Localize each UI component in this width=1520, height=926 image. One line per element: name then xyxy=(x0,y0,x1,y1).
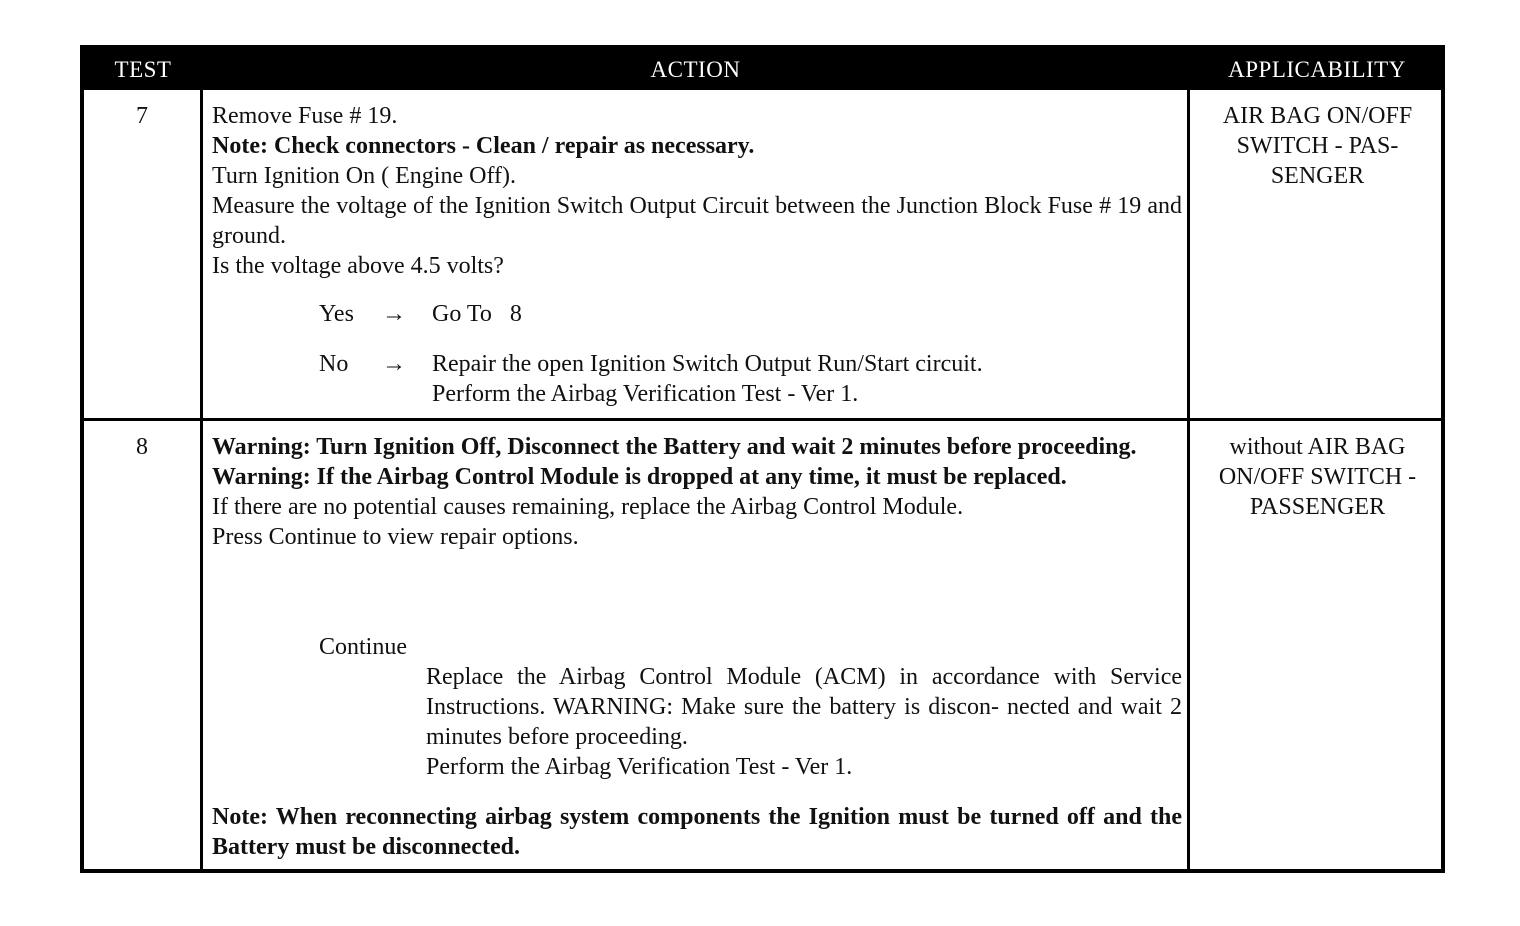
row-7-line-remove-fuse: Remove Fuse # 19. xyxy=(212,103,398,129)
row-7-yes-label: Yes xyxy=(319,301,354,327)
row-7-yes-result: Go To 8 xyxy=(432,301,522,327)
header-applicability: APPLICABILITY xyxy=(1228,57,1406,82)
row-7-applicability-line-3: SENGER xyxy=(1270,163,1365,189)
row-7-line-ignition: Turn Ignition On ( Engine Off). xyxy=(212,163,516,189)
row-7-line-question: Is the voltage above 4.5 volts? xyxy=(212,253,504,279)
row-8-continue-perform: Perform the Airbag Verification Test - Ver 1. xyxy=(426,754,853,780)
row-8-action xyxy=(212,432,1182,552)
row-7-no-arrow-icon: → xyxy=(382,351,406,377)
header-test: TEST xyxy=(114,57,172,82)
row-divider xyxy=(84,418,1441,421)
row-8-text-2: Press Continue to view repair options. xyxy=(212,524,579,550)
row-8-text-1: If there are no potential causes remaining, replace the Airbag Control Module. xyxy=(212,494,964,520)
row-7-yes-arrow-icon: → xyxy=(382,301,406,327)
row-8-note: Note: When reconnecting airbag system components the Ignition must be turned off and the Battery must be disconnected. xyxy=(212,804,1182,860)
row-8-applicability-line-2: ON/OFF SWITCH - xyxy=(1218,464,1417,490)
header-action: ACTION xyxy=(650,57,741,82)
row-7-test-number: 7 xyxy=(136,103,148,129)
row-7-action xyxy=(212,101,1182,281)
row-8-applicability xyxy=(1190,432,1445,522)
row-7-no-result-1: Repair the open Ignition Switch Output Run/Start circuit. xyxy=(432,351,983,377)
row-8-test-number: 8 xyxy=(136,434,148,460)
diagnostic-table xyxy=(80,45,1445,873)
column-divider-1 xyxy=(200,90,203,873)
row-7-applicability-line-1: AIR BAG ON/OFF xyxy=(1222,103,1413,129)
table-header xyxy=(84,49,1441,90)
row-7-applicability-line-2: SWITCH - PAS- xyxy=(1236,133,1399,159)
row-7-note: Note: Check connectors - Clean / repair as necessary. xyxy=(212,133,755,159)
row-8-applicability-line-1: without AIR BAG xyxy=(1229,434,1406,460)
row-8-applicability-line-3: PASSENGER xyxy=(1249,494,1386,520)
row-7-applicability xyxy=(1190,101,1445,191)
row-8-warning-2: Warning: If the Airbag Control Module is dropped at any time, it must be replaced. xyxy=(212,464,1067,490)
row-8-continue-label: Continue xyxy=(319,634,407,660)
row-7-no-label: No xyxy=(319,351,349,377)
row-8-warning-1: Warning: Turn Ignition Off, Disconnect the Battery and wait 2 minutes before proceeding. xyxy=(212,434,1137,460)
row-7-line-measure: Measure the voltage of the Ignition Switch Output Circuit between the Junction Block Fuse # 19 and ground. xyxy=(212,193,1182,249)
row-7-no-result-2: Perform the Airbag Verification Test - Ver 1. xyxy=(432,381,859,407)
row-8-continue-text: Replace the Airbag Control Module (ACM) in accordance with Service Instructions. WARNING: Make sure the battery is discon- nected and wait 2 minutes before proceeding. xyxy=(426,664,1182,750)
